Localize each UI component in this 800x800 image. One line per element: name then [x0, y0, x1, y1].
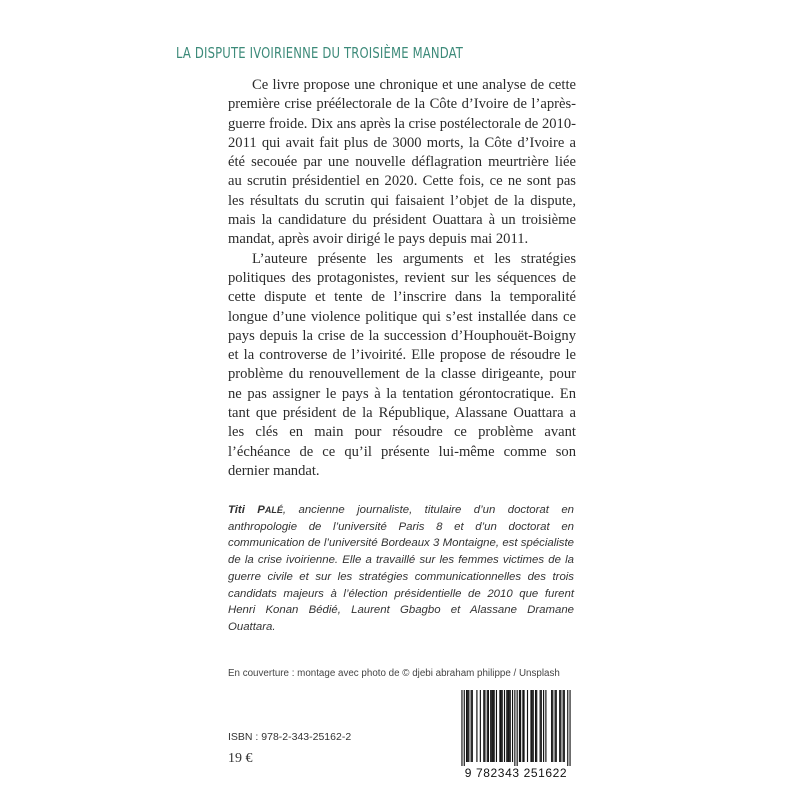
barcode-bar: [556, 690, 557, 762]
barcode-bar: [523, 690, 524, 762]
barcode-bar: [487, 690, 488, 762]
barcode-bar: [500, 690, 501, 762]
barcode-bar: [535, 690, 536, 762]
barcode-bar: [517, 690, 518, 766]
barcode-bar: [551, 690, 552, 762]
blurb-paragraph: Ce livre propose une chronique et une analyse de cette première crise préélectorale de la Côte d’Ivoire de l’après-guerre froide. Dix ans après la crise postélectorale de 2010-2011 qui avait fait plus de 3000 morts, la Côte d’Ivoire a été secouée par une nouvelle déflagration meurtrière liée au scrutin présidentiel en 2020. Cette fois, ce ne sont pas les résultats du scrutin qui faisaient l’objet de la dispute, mais la candidature du président Ouattara à un troisième mandat, après avoir dirigé le pays depuis mai 2011.: [228, 77, 576, 248]
barcode-bar: [472, 690, 473, 762]
price: 19 €: [228, 751, 253, 766]
barcode-bar: [504, 690, 505, 762]
barcode-bar: [522, 690, 523, 762]
barcode-bar: [494, 690, 495, 762]
isbn: ISBN : 978-2-343-25162-2: [228, 731, 352, 743]
barcode-bar: [499, 690, 500, 762]
barcode-bars: [457, 690, 575, 768]
barcode-bar: [563, 690, 564, 762]
barcode-bar: [476, 690, 477, 762]
barcode-bar: [569, 690, 570, 766]
barcode-bar: [496, 690, 497, 762]
barcode-bar: [468, 690, 469, 762]
barcode-bar: [540, 690, 541, 762]
barcode-bar: [512, 690, 513, 762]
barcode-bar: [552, 690, 553, 762]
barcode-bar: [520, 690, 521, 762]
blurb-paragraph: L’auteure présente les arguments et les stratégies politiques des protagonistes, revient sur les séquences de cette dispute et tente de l’inscrire dans la temporalité longue d’une violence politique qui s’est installée dans ce pays depuis la crise de la succession d’Houphouët-Boigny et la controverse de l’ivoirité. Elle propose de résoudre le problème du renouvellement de la classe dirigeante, pour ne pas assigner le pays à la tentation gérontocratique. En tant que président de la République, Alassane Ouattara a les clés en main pour résoudre ce problème avant l’échéance de ce qu’il présente lui-même comme son dernier mandat.: [228, 250, 576, 479]
barcode-bar: [490, 690, 491, 762]
barcode-bar: [536, 690, 537, 762]
barcode-bar: [488, 690, 489, 762]
barcode-bar: [483, 690, 484, 762]
author-bio-text: , ancienne journaliste, titulaire d’un doctorat en anthropologie de l’université Paris 8 et d’un doctorat en communication de l’université Bordeaux 3 Montaigne, est spécialiste de la crise ivoirienne. Elle a travaillé sur les femmes victimes de la guerre civile et sur les stratégies communicationnelles des trois candidats majeurs à l’élection présidentielle de 2010 que furent Henri Konan Bédié, Laurent Gbagbo et Alassane Dramane Ouattara.: [228, 504, 575, 633]
author-first: Titi P: [228, 504, 265, 516]
barcode-bar: [491, 690, 492, 762]
barcode: [457, 690, 575, 778]
barcode-bar: [509, 690, 510, 762]
barcode-bar: [506, 690, 507, 762]
author-name: [228, 504, 283, 516]
barcode-bar: [514, 690, 515, 766]
barcode-bar: [461, 690, 462, 766]
barcode-bar: [555, 690, 556, 762]
author-bio: [228, 502, 574, 636]
barcode-bar: [545, 690, 546, 762]
barcode-digits: 9 782343 251622: [464, 766, 568, 780]
barcode-bar: [480, 690, 481, 762]
barcode-bar: [559, 690, 560, 762]
barcode-bar: [527, 690, 528, 762]
barcode-bar: [532, 690, 533, 762]
barcode-bar: [507, 690, 508, 762]
barcode-bar: [519, 690, 520, 762]
barcode-bar: [533, 690, 534, 762]
barcode-bar: [543, 690, 544, 762]
book-blurb: [228, 76, 576, 481]
barcode-bar: [467, 690, 468, 762]
barcode-bar: [464, 690, 465, 766]
author-last: ALÉ: [264, 505, 283, 515]
barcode-bar: [530, 690, 531, 762]
barcode-bar: [502, 690, 503, 762]
barcode-bar: [541, 690, 542, 762]
barcode-bar: [466, 690, 467, 762]
cover-credit: En couverture : montage avec photo de © djebi abraham philippe / Unsplash: [228, 668, 560, 679]
barcode-bar: [471, 690, 472, 762]
book-title: LA DISPUTE IVOIRIENNE DU TROISIÈME MANDAT: [176, 44, 463, 62]
barcode-bar: [564, 690, 565, 762]
barcode-bar: [484, 690, 485, 762]
barcode-bar: [510, 690, 511, 762]
barcode-bar: [560, 690, 561, 762]
barcode-bar: [567, 690, 568, 766]
barcode-bar: [492, 690, 493, 762]
